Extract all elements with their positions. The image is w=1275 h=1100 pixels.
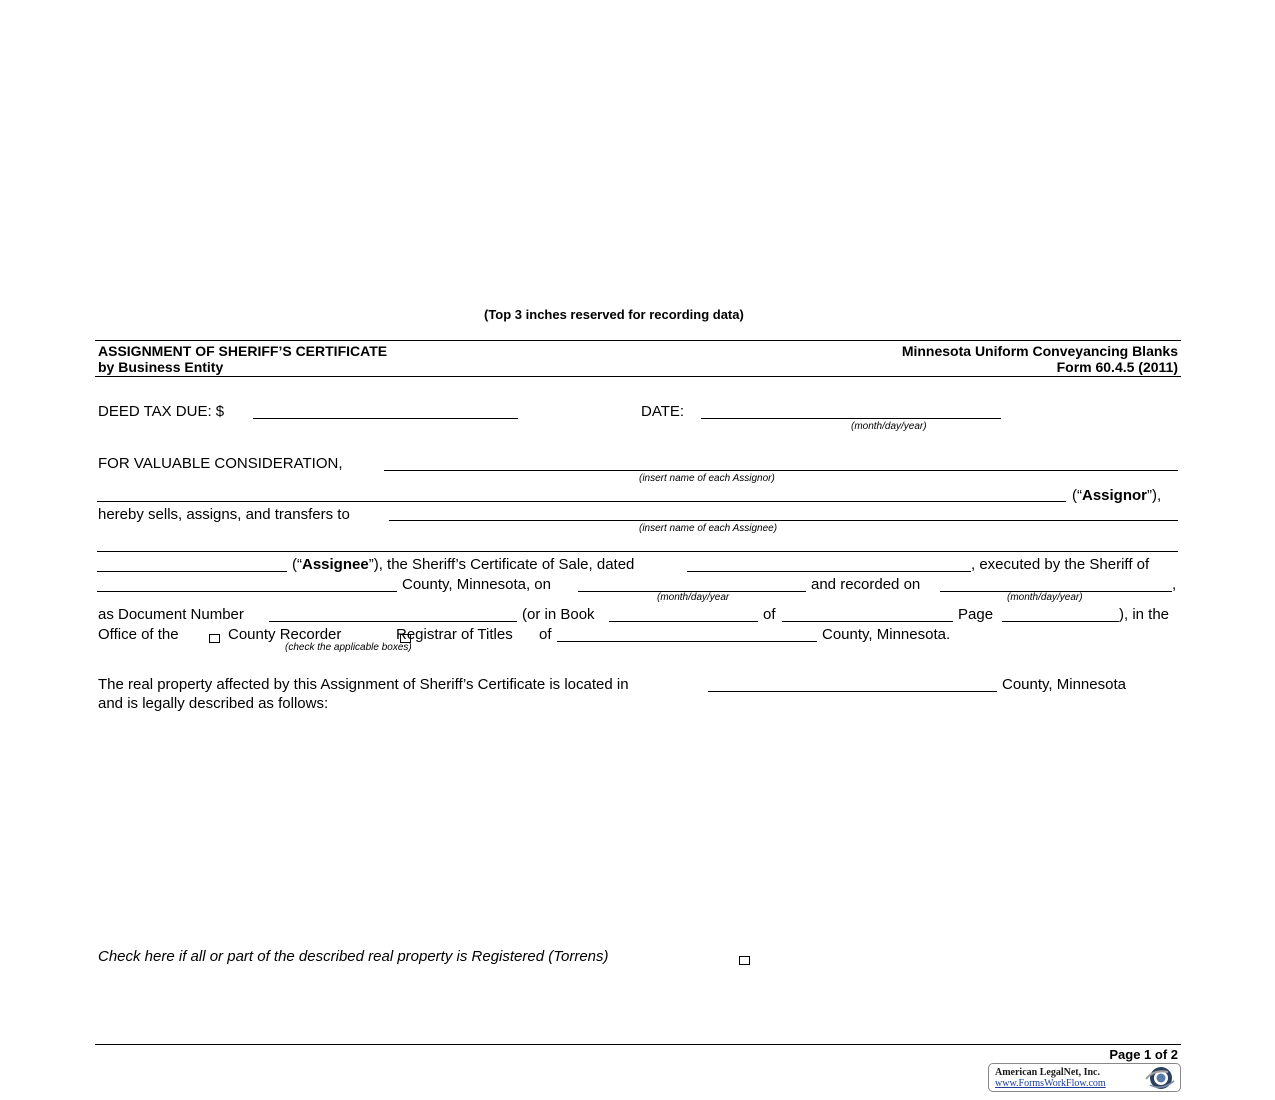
executed-date-hint: (month/day/year	[657, 592, 730, 603]
of-field[interactable]	[782, 621, 953, 622]
header-bottom-rule	[95, 376, 1181, 377]
footer-rule	[95, 1044, 1181, 1045]
assignee-clause: (“Assignee”), the Sheriff’s Certificate of Sale, dated	[292, 556, 635, 573]
assignor-field-2[interactable]	[97, 501, 1066, 502]
globe-icon	[1142, 1065, 1178, 1091]
sheriff-county-field[interactable]	[97, 591, 397, 592]
assignee-field-3[interactable]	[97, 571, 287, 572]
property-line-1: The real property affected by this Assignment of Sheriff’s Certificate is located in	[98, 676, 629, 693]
county-recorder-checkbox[interactable]	[209, 634, 220, 643]
office-county-field[interactable]	[557, 641, 817, 642]
certificate-date-field[interactable]	[687, 571, 971, 572]
trailing-comma: ,	[1172, 576, 1177, 593]
property-county-label: County, Minnesota	[1002, 676, 1126, 693]
county-minnesota-label: County, Minnesota.	[822, 626, 951, 643]
form-title: ASSIGNMENT OF SHERIFF’S CERTIFICATE	[98, 343, 388, 359]
county-on-label: County, Minnesota, on	[402, 576, 551, 593]
recorded-date-hint: (month/day/year)	[1007, 592, 1083, 603]
assignor-term: (“Assignor”),	[1072, 487, 1162, 504]
recording-note: (Top 3 inches reserved for recording data)	[484, 307, 744, 322]
legal-description-area[interactable]	[98, 718, 1178, 938]
page-number: Page 1 of 2	[1109, 1047, 1178, 1062]
forms-workflow-logo[interactable]	[988, 1063, 1181, 1092]
assignee-field-2[interactable]	[97, 551, 1178, 552]
torrens-label: Check here if all or part of the described real property is Registered (Torrens)	[98, 948, 609, 965]
property-county-field[interactable]	[708, 691, 997, 692]
logo-url[interactable]: www.FormsWorkFlow.com	[995, 1078, 1106, 1089]
form-series: Minnesota Uniform Conveyancing Blanks	[901, 343, 1178, 359]
county-recorder-label: County Recorder	[228, 626, 342, 643]
property-line-2: and is legally described as follows:	[98, 695, 329, 712]
page-field[interactable]	[1002, 621, 1119, 622]
in-the-label: ), in the	[1119, 606, 1170, 623]
deed-tax-field[interactable]	[253, 418, 518, 419]
office-label: Office of the	[98, 626, 179, 643]
of-label: of	[763, 606, 776, 623]
registrar-label: Registrar of Titles	[396, 626, 513, 643]
assignee-field-1[interactable]	[389, 520, 1178, 521]
executed-by-label: , executed by the Sheriff of	[971, 556, 1150, 573]
assignor-hint: (insert name of each Assignor)	[639, 473, 775, 484]
torrens-checkbox[interactable]	[739, 956, 750, 965]
form-subtitle: by Business Entity	[98, 359, 224, 375]
or-in-book-label: (or in Book	[522, 606, 595, 623]
transfers-label: hereby sells, assigns, and transfers to	[98, 506, 350, 523]
check-hint: (check the applicable boxes)	[285, 642, 412, 653]
assignee-hint: (insert name of each Assignee)	[639, 523, 778, 534]
date-label: DATE:	[641, 403, 685, 420]
recorded-on-label: and recorded on	[811, 576, 921, 593]
book-field[interactable]	[609, 621, 758, 622]
page-label: Page	[958, 606, 994, 623]
date-hint: (month/day/year)	[851, 421, 927, 432]
assignor-field-1[interactable]	[384, 470, 1178, 471]
consideration-label: FOR VALUABLE CONSIDERATION,	[98, 455, 343, 472]
header-top-rule	[95, 340, 1181, 341]
doc-number-field[interactable]	[269, 621, 517, 622]
date-field[interactable]	[701, 418, 1001, 419]
logo-company: American LegalNet, Inc.	[995, 1067, 1100, 1078]
deed-tax-label: DEED TAX DUE: $	[98, 403, 225, 420]
form-number: Form 60.4.5 (2011)	[1056, 359, 1178, 375]
doc-number-label: as Document Number	[98, 606, 244, 623]
office-of-label: of	[539, 626, 552, 643]
